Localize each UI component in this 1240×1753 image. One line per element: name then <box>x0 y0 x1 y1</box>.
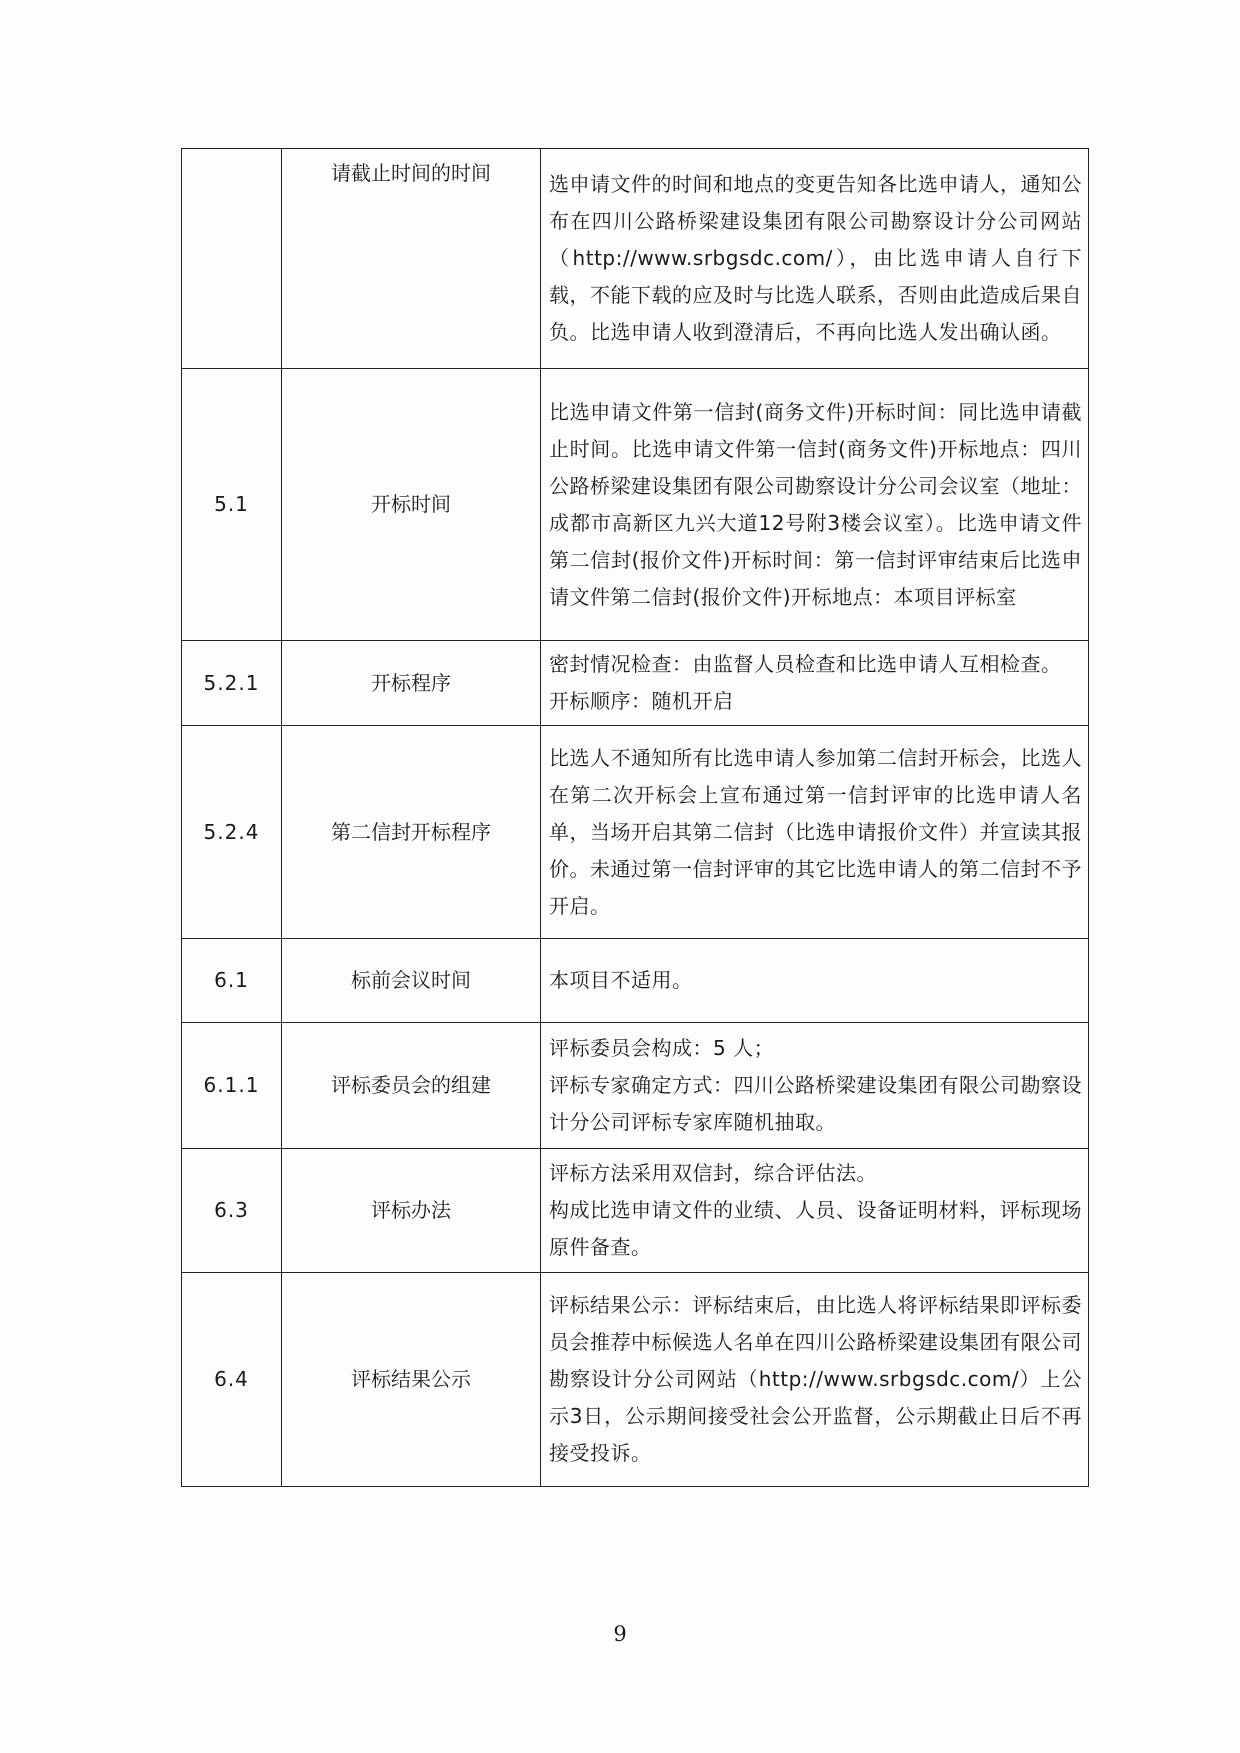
row-number: 5.2.4 <box>182 726 282 939</box>
content-paragraph: 开标顺序：随机开启 <box>549 689 734 713</box>
content-paragraph: 评标方法采用双信封，综合评估法。 <box>549 1161 877 1185</box>
content-paragraph: 比选人不通知所有比选申请人参加第二信封开标会，比选人在第二次开标会上宣布通过第一信封评审的比选申请人名单，当场开启其第二信封（比选申请报价文件）并宣读其报价。未通过第一信封评审的其它比选申请人的第二信封不予开启。 <box>549 745 1082 918</box>
row-content <box>541 939 1089 1023</box>
row-number: 6.1 <box>182 939 282 1023</box>
content-paragraph: 评标结果公示：评标结束后，由比选人将评标结果即评标委员会推荐中标候选人名单在四川公路桥梁建设集团有限公司勘察设计分公司网站（http://www.srbgsdc.com/）上公示3日，公示期间接受社会公开监督，公示期截止日后不再接受投诉。 <box>549 1293 1082 1465</box>
row-number: 5.2.1 <box>182 641 282 726</box>
row-item: 评标委员会的组建 <box>282 1023 541 1149</box>
row-item: 评标办法 <box>282 1149 541 1273</box>
row-item: 评标结果公示 <box>282 1273 541 1487</box>
content-paragraph: 密封情况检查：由监督人员检查和比选申请人互相检查。 <box>549 652 1062 676</box>
table-row <box>182 726 1089 939</box>
bidding-info-table <box>181 148 1089 1487</box>
row-item: 第二信封开标程序 <box>282 726 541 939</box>
row-item: 标前会议时间 <box>282 939 541 1023</box>
content-paragraph: 评标委员会构成：5 人； <box>549 1036 775 1060</box>
table-row <box>182 1273 1089 1487</box>
content-paragraph: 比选申请文件第一信封(商务文件)开标时间：同比选申请截止时间。比选申请文件第一信封(商务文件)开标地点：四川公路桥梁建设集团有限公司勘察设计分公司会议室（地址：成都市高新区九兴大道12号附3楼会议室）。比选申请文件第二信封(报价文件)开标时间：第一信封评审结束后比选申请文件第二信封(报价文件)开标地点：本项目评标室 <box>549 399 1082 609</box>
table-row <box>182 641 1089 726</box>
table-row <box>182 1149 1089 1273</box>
row-item: 开标程序 <box>282 641 541 726</box>
row-content <box>541 1149 1089 1273</box>
row-item: 开标时间 <box>282 369 541 641</box>
table-row <box>182 939 1089 1023</box>
row-content <box>541 641 1089 726</box>
table-row <box>182 149 1089 369</box>
page-number: 9 <box>613 1622 627 1646</box>
content-paragraph: 本项目不适用。 <box>549 968 693 992</box>
content-paragraph: 评标专家确定方式：四川公路桥梁建设集团有限公司勘察设计分公司评标专家库随机抽取。 <box>549 1073 1082 1134</box>
row-content <box>541 149 1089 369</box>
row-item: 请截止时间的时间 <box>282 149 541 369</box>
row-number: 6.3 <box>182 1149 282 1273</box>
row-number: 6.1.1 <box>182 1023 282 1149</box>
table-row <box>182 369 1089 641</box>
row-number: 6.4 <box>182 1273 282 1487</box>
row-content <box>541 369 1089 641</box>
table-row <box>182 1023 1089 1149</box>
row-number <box>182 149 282 369</box>
content-paragraph: 选申请文件的时间和地点的变更告知各比选申请人，通知公布在四川公路桥梁建设集团有限公司勘察设计分公司网站（http://www.srbgsdc.com/），由比选申请人自行下载，不能下载的应及时与比选人联系，否则由此造成后果自负。比选申请人收到澄清后，不再向比选人发出确认函。 <box>549 172 1082 344</box>
row-content <box>541 1023 1089 1149</box>
row-number: 5.1 <box>182 369 282 641</box>
row-content <box>541 726 1089 939</box>
content-paragraph: 构成比选申请文件的业绩、人员、设备证明材料，评标现场原件备查。 <box>549 1198 1082 1259</box>
row-content <box>541 1273 1089 1487</box>
